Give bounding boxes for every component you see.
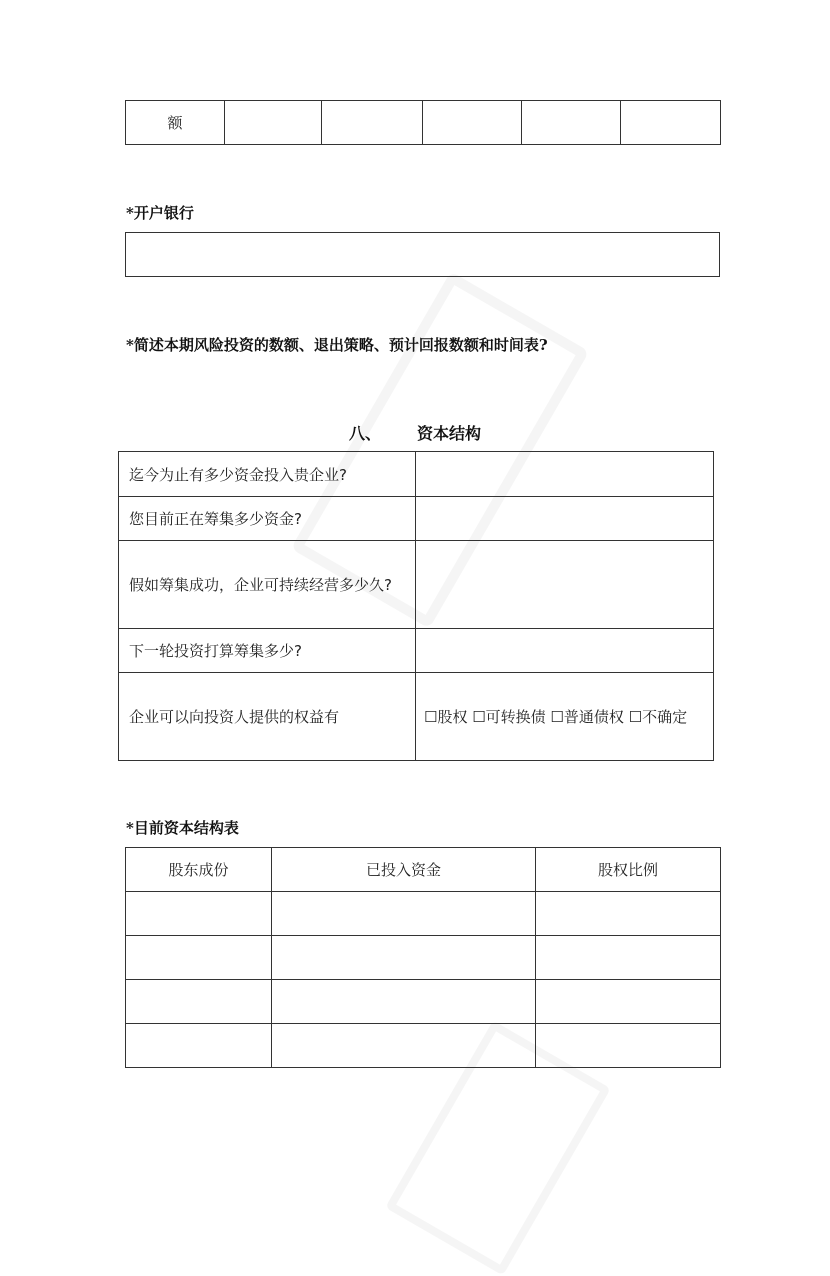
qa-question	[119, 541, 416, 629]
amount-cell[interactable]	[423, 101, 522, 145]
section-heading	[0, 421, 830, 444]
qa-answer-field[interactable]	[416, 497, 714, 541]
cap-structure-table	[125, 847, 721, 1068]
qa-answer-field[interactable]	[416, 452, 714, 497]
col-header-shareholder: 股东成份	[126, 848, 272, 892]
table-cell[interactable]	[126, 936, 272, 980]
capital-qa-table	[118, 451, 714, 761]
amount-cell[interactable]	[621, 101, 721, 145]
qa-question: 您目前正在筹集多少资金?	[119, 497, 416, 541]
table-cell[interactable]	[126, 1024, 272, 1068]
amount-cell[interactable]	[322, 101, 423, 145]
cap-table-title: *目前资本结构表	[126, 819, 239, 837]
table-cell[interactable]	[272, 980, 536, 1024]
amount-label-cell: 额	[126, 101, 225, 145]
amount-cell[interactable]	[225, 101, 322, 145]
col-header-ratio: 股权比例	[536, 848, 721, 892]
table-row	[126, 980, 721, 1024]
table-cell[interactable]	[126, 980, 272, 1024]
table-cell[interactable]	[272, 892, 536, 936]
section-number: 八、	[348, 424, 381, 443]
qa-question: 下一轮投资打算筹集多少?	[119, 629, 416, 673]
table-cell[interactable]	[536, 936, 721, 980]
table-cell[interactable]	[272, 936, 536, 980]
col-header-invested: 已投入资金	[272, 848, 536, 892]
qa-answer-field[interactable]	[416, 629, 714, 673]
qa-answer-field[interactable]	[416, 541, 714, 629]
table-cell[interactable]	[536, 980, 721, 1024]
table-cell[interactable]	[536, 1024, 721, 1068]
qa-question: 迄今为止有多少资金投入贵企业?	[119, 452, 416, 497]
qa-question-text: 假如筹集成功，企业可持续经营多少久?	[129, 575, 392, 594]
table-cell[interactable]	[272, 1024, 536, 1068]
table-row	[126, 936, 721, 980]
table-cell[interactable]	[126, 892, 272, 936]
table-row	[126, 1024, 721, 1068]
equity-options-text: ☐股权 ☐可转换债 ☐普通债权 ☐不确定	[424, 707, 688, 726]
table-row	[126, 892, 721, 936]
equity-options[interactable]	[416, 673, 714, 761]
investment-question: *简述本期风险投资的数额、退出策略、预计回报数额和时间表?	[126, 336, 548, 354]
bank-label: *开户银行	[126, 204, 194, 222]
qa-question: 企业可以向投资人提供的权益有	[119, 673, 416, 761]
table-cell[interactable]	[536, 892, 721, 936]
bank-field[interactable]	[125, 232, 720, 277]
section-title: 资本结构	[417, 424, 482, 443]
amount-cell[interactable]	[522, 101, 621, 145]
amount-table	[125, 100, 721, 145]
